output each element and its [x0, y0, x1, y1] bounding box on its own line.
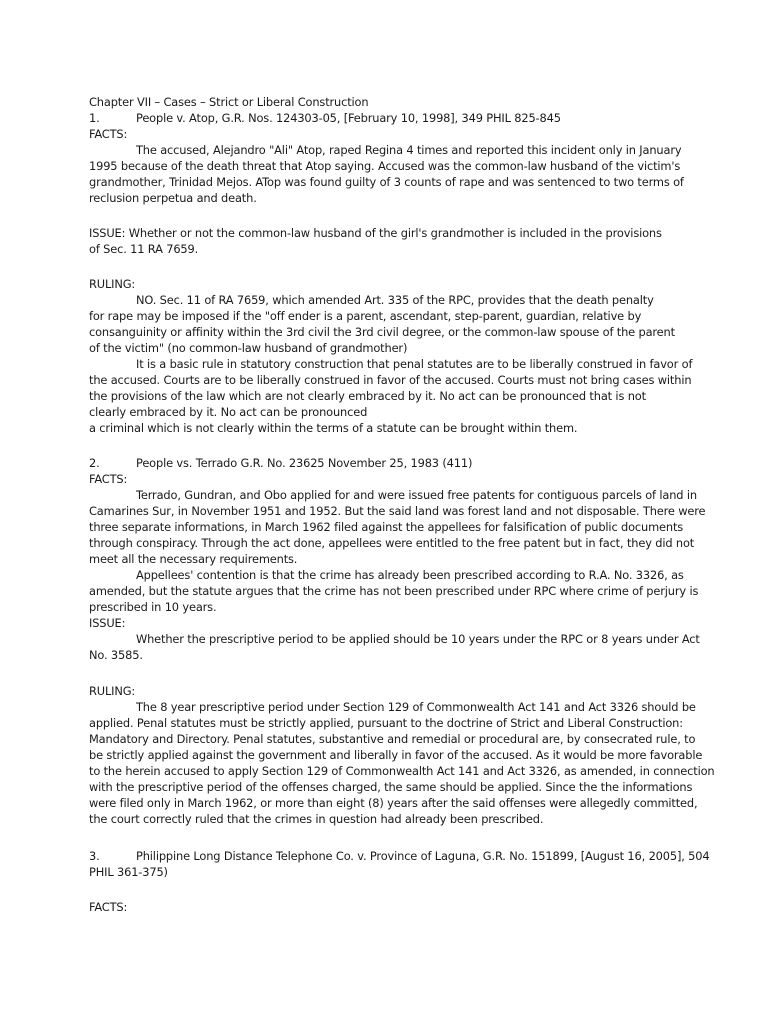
- issue-line: of Sec. 11 RA 7659.: [89, 242, 199, 256]
- ruling-line: for rape may be imposed if the "off ender is a parent, ascendant, step-parent, guardian, relative by: [89, 309, 642, 323]
- facts-line: amended, but the statute argues that the crime has not been prescribed under RPC where crime of perjury is: [89, 584, 699, 598]
- ruling-label: RULING:: [89, 684, 136, 698]
- facts-line: through conspiracy. Through the act done, appellees were entitled to the free patent but in fact, they did not: [89, 536, 695, 550]
- issue-line: ISSUE: Whether or not the common-law husband of the girl's grandmother is included in the provisions: [89, 226, 662, 240]
- case-number: 3.: [89, 849, 100, 863]
- issue-line: No. 3585.: [89, 648, 143, 662]
- facts-line: reclusion perpetua and death.: [89, 191, 257, 205]
- facts-label: FACTS:: [89, 472, 128, 486]
- ruling-line: NO. Sec. 11 of RA 7659, which amended Art. 335 of the RPC, provides that the death penalty: [136, 293, 654, 307]
- facts-line: Terrado, Gundran, and Obo applied for and were issued free patents for contiguous parcels of land in: [136, 488, 697, 502]
- ruling-line: the court correctly ruled that the crimes in question had already been prescribed.: [89, 812, 544, 826]
- ruling-label: RULING:: [89, 277, 136, 291]
- ruling-line: to the herein accused to apply Section 129 of Commonwealth Act 141 and Act 3326, as amended, in connection: [89, 764, 715, 778]
- ruling-line: clearly embraced by it. No act can be pronounced: [89, 405, 368, 419]
- ruling-line: a criminal which is not clearly within the terms of a statute can be brought within them.: [89, 421, 578, 435]
- ruling-line: Mandatory and Directory. Penal statutes, substantive and remedial or procedural are, by consecrated rule, to: [89, 732, 696, 746]
- case-citation: Philippine Long Distance Telephone Co. v. Province of Laguna, G.R. No. 151899, [August 16, 2005], 504: [136, 849, 710, 863]
- facts-line: meet all the necessary requirements.: [89, 552, 298, 566]
- facts-line: The accused, Alejandro "Ali" Atop, raped Regina 4 times and reported this incident only in January: [136, 143, 682, 157]
- ruling-line: of the victim" (no common-law husband of grandmother): [89, 341, 408, 355]
- issue-line: Whether the prescriptive period to be applied should be 10 years under the RPC or 8 years under Act: [136, 632, 700, 646]
- ruling-line: the accused. Courts are to be liberally construed in favor of the accused. Courts must not bring cases within: [89, 373, 692, 387]
- chapter-title: Chapter VII – Cases – Strict or Liberal Construction: [89, 95, 369, 109]
- case-citation-cont: PHIL 361-375): [89, 865, 168, 879]
- case-citation: People v. Atop, G.R. Nos. 124303-05, [February 10, 1998], 349 PHIL 825-845: [136, 111, 561, 125]
- ruling-line: with the prescriptive period of the offenses charged, the same should be applied. Since the the informations: [89, 780, 693, 794]
- issue-label: ISSUE:: [89, 616, 126, 630]
- case-citation: People vs. Terrado G.R. No. 23625 November 25, 1983 (411): [136, 456, 473, 470]
- facts-line: grandmother, Trinidad Mejos. ATop was found guilty of 3 counts of rape and was sentenced to two terms of: [89, 175, 684, 189]
- ruling-line: applied. Penal statutes must be strictly applied, pursuant to the doctrine of Strict and Liberal Construction:: [89, 716, 683, 730]
- facts-line: Camarines Sur, in November 1951 and 1952. But the said land was forest land and not disposable. There were: [89, 504, 706, 518]
- facts-label: FACTS:: [89, 900, 128, 914]
- facts-line: three separate informations, in March 1962 filed against the appellees for falsification of public documents: [89, 520, 684, 534]
- ruling-line: be strictly applied against the government and liberally in favor of the accused. As it would be more favorable: [89, 748, 703, 762]
- ruling-line: were filed only in March 1962, or more than eight (8) years after the said offenses were allegedly committed,: [89, 796, 698, 810]
- ruling-line: consanguinity or affinity within the 3rd civil the 3rd civil degree, or the common-law spouse of the parent: [89, 325, 675, 339]
- ruling-line: It is a basic rule in statutory construction that penal statutes are to be liberally construed in favor of: [136, 357, 693, 371]
- facts-line: 1995 because of the death threat that Atop saying. Accused was the common-law husband of the victim's: [89, 159, 681, 173]
- facts-line: prescribed in 10 years.: [89, 600, 217, 614]
- ruling-line: The 8 year prescriptive period under Section 129 of Commonwealth Act 141 and Act 3326 should be: [136, 700, 696, 714]
- facts-line: Appellees' contention is that the crime has already been prescribed according to R.A. No. 3326, as: [136, 568, 684, 582]
- facts-label: FACTS:: [89, 127, 128, 141]
- case-number: 2.: [89, 456, 100, 470]
- ruling-line: the provisions of the law which are not clearly embraced by it. No act can be pronounced that is not: [89, 389, 646, 403]
- case-number: 1.: [89, 111, 100, 125]
